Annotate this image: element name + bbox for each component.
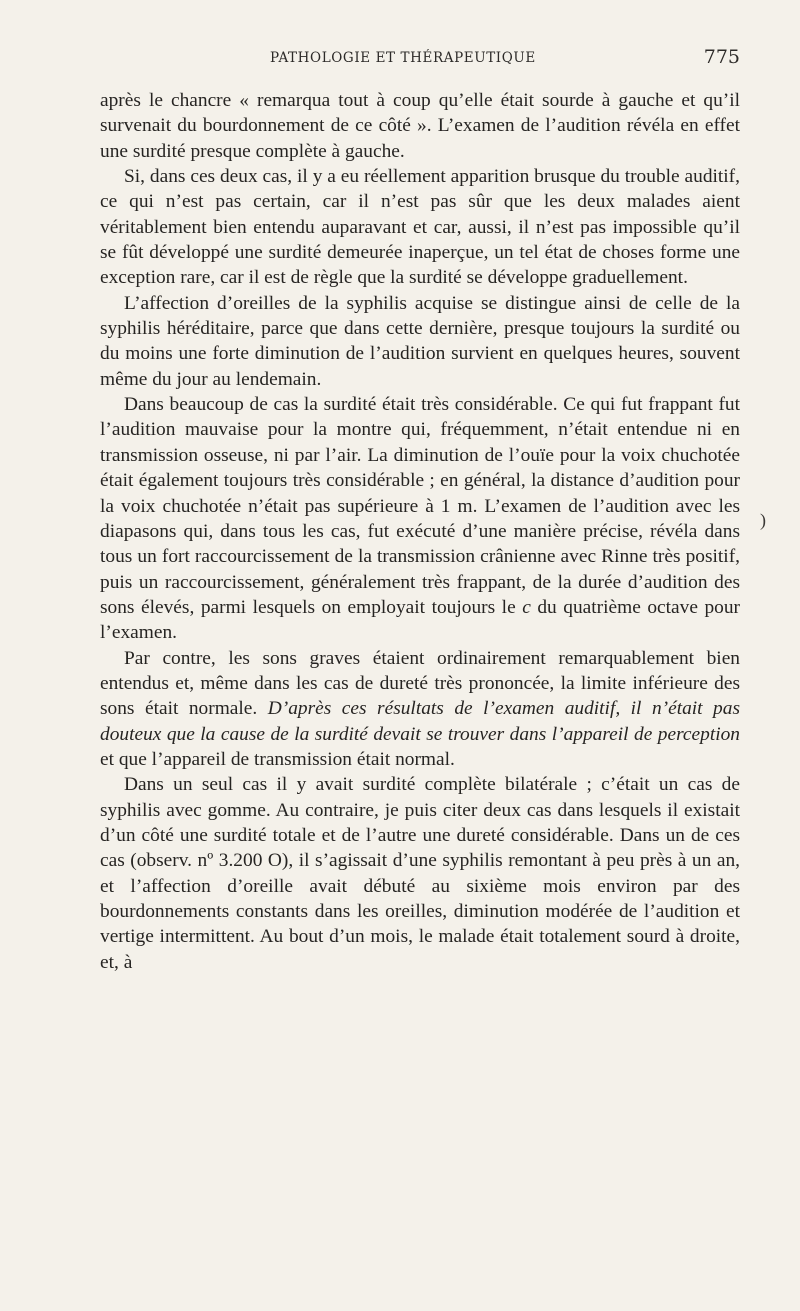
paragraph-4-text-b: du quatrième octave pour l’examen.: [100, 596, 741, 644]
page-number: 775: [703, 46, 740, 68]
paragraph-5-text-b: et que l’appareil de transmission était normal.: [100, 748, 455, 770]
paragraph-5-italic: D’après ces résultats de l’examen auditif, il n’était pas douteux que la cause de la surdité devait se trouver dans l’appareil de perception: [100, 698, 740, 745]
paragraph-2: Si, dans ces deux cas, il y a eu réellement apparition brusque du trouble auditif, ce qui n’est pas certain, car il n’est pas sûr que les deux malades aient véritablement bien entendu auparavant et car, aussi, il n’est pas impossible qu’il se fût développé une surdité demeurée inaperçue, un tel état de choses forme une exception rare, car il est de règle que la surdité se développe graduellement.: [100, 166, 740, 289]
running-title: PATHOLOGIE ET THÉRAPEUTIQUE: [270, 50, 536, 66]
paragraph-4-italic: c: [522, 596, 531, 618]
paragraph-3: L’affection d’oreilles de la syphilis acquise se distingue ainsi de celle de la syphilis héréditaire, parce que dans cette dernière, presque toujours la surdité ou du moins une forte diminution de l’audition survient en quelques heures, souvent même du jour au lendemain.: [100, 292, 740, 390]
paragraph-5: [100, 646, 740, 773]
margin-mark: ): [760, 510, 766, 530]
body-text: [100, 88, 740, 975]
paragraph-6: Dans un seul cas il y avait surdité complète bilatérale ; c’était un cas de syphilis avec gomme. Au contraire, je puis citer deux cas dans lesquels il existait d’un côté une surdité totale et de l’autre une dureté considérable. Dans un de ces cas (observ. nº 3.200 O), il s’agissait d’une syphilis remontant à peu près à un an, et l’affection d’oreille avait débuté au sixième mois environ par des bourdonnements constants dans les oreilles, diminution modérée de l’audition et vertige intermittent. Au bout d’un mois, le malade était totalement sourd à droite, et, à: [100, 774, 740, 973]
paragraph-4-text-a: Dans beaucoup de cas la surdité était très considérable. Ce qui fut frappant fut l’audition mauvaise pour la montre qui, fréquemment, n’était entendue ni en transmission osseuse, ni par l’air. La diminution de l’ouïe pour la voix chuchotée était également toujours très considérable ; en général, la distance d’audition pour la voix chuchotée n’était pas supérieure à 1 m. L’examen de l’audition avec les diapasons qui, dans tous les cas, fut exécuté d’une manière précise, révéla dans tous un fort raccourcissement de la transmission crânienne avec Rinne très positif, puis un raccourcissement, généralement très frappant, de la durée d’audition des sons élevés, parmi lesquels on employait toujours le: [100, 394, 740, 618]
paragraph-1: après le chancre « remarqua tout à coup qu’elle était sourde à gauche et qu’il survenait du bourdonnement de ce côté ». L’examen de l’audition révéla en effet une surdité presque complète à gauche.: [100, 90, 740, 162]
paragraph-5-text-a: Par contre, les sons graves étaient ordinairement remarquablement bien entendus et, même dans les cas de dureté très prononcée, la limite inférieure des sons était normale.: [100, 647, 740, 720]
page-header: [100, 46, 740, 74]
paragraph-4: [100, 392, 740, 645]
